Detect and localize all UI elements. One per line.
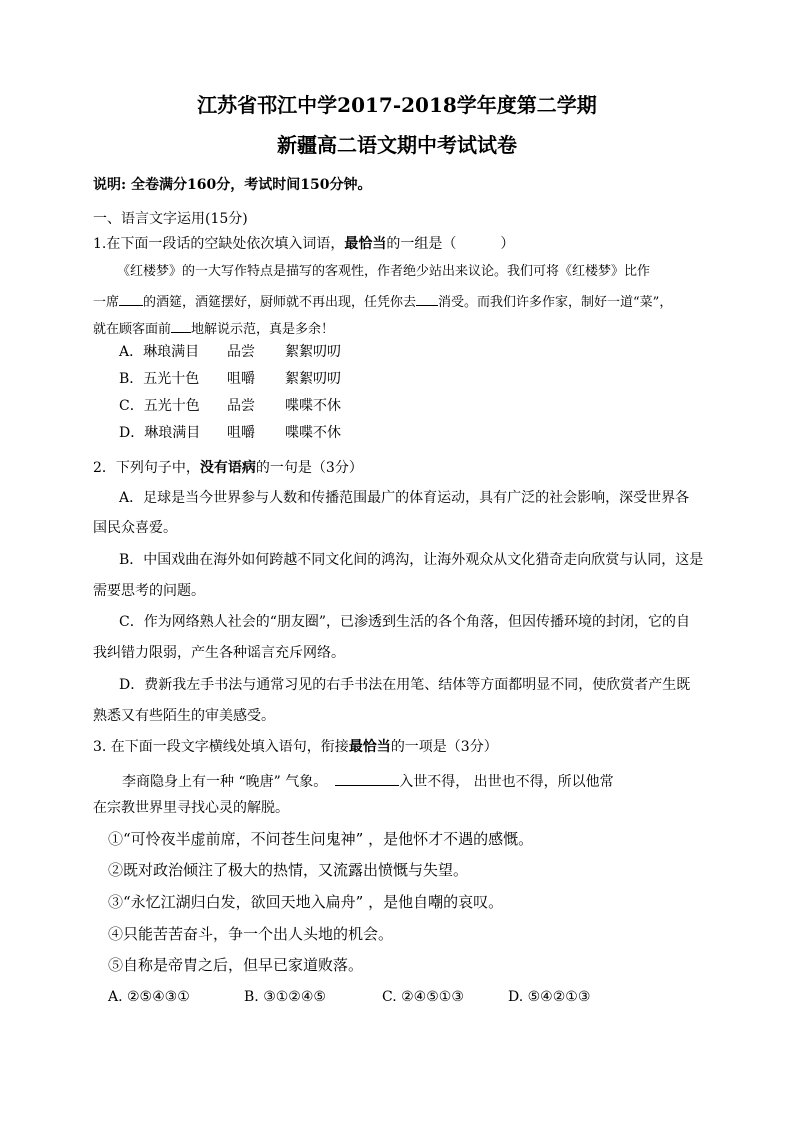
q2-option-d-line-2: 熟悉又有些陌生的审美感受。 <box>93 708 275 724</box>
option-word-2: 咀嚼 <box>227 425 255 441</box>
q1-option-d <box>119 426 341 440</box>
q1-prompt-pre: 1.在下面一段话的空缺处依次填入词语， <box>93 236 345 252</box>
option-label: D．琳琅满目 <box>119 425 201 441</box>
option-word-3: 絮絮叨叨 <box>285 371 341 387</box>
q2-prompt-pre: 2．下列句子中， <box>93 460 200 476</box>
q1-passage-line-1: 《红楼梦》的一大写作特点是描写的客观性，作者绝少站出来议论。我们可将《红楼梦》比作 <box>117 264 651 279</box>
option-word-2: 品尝 <box>227 398 255 414</box>
option-word-3: 喋喋不休 <box>285 425 341 441</box>
q3-choices <box>108 990 590 1004</box>
q2-option-c-line-2: 我纠错力限弱，产生各种谣言充斥网络。 <box>93 645 345 661</box>
q1-prompt-post: 的一组是（ <box>386 236 457 252</box>
q3-passage-1a: 李商隐身上有一种 “晚唐” 气象。 <box>122 774 328 790</box>
q3-item-5: ⑤自称是帝胄之后，但早已家道败落。 <box>108 956 364 974</box>
fill-blank <box>416 291 438 306</box>
title-line-2: 新疆高二语文期中考试试卷 <box>277 133 517 157</box>
q1-passage-line-3 <box>93 318 334 336</box>
section-heading: 一、语言文字运用(15分) <box>93 211 248 227</box>
q3-prompt-bold: 最恰当 <box>348 739 391 755</box>
option-label: B．五光十色 <box>119 371 200 387</box>
q2-prompt-bold: 没有语病 <box>199 460 256 476</box>
option-word-3: 喋喋不休 <box>285 398 341 414</box>
q2-option-d-line-1: D．费新我左手书法与通常习见的右手书法在用笔、结体等方面都明显不同，使欣赏者产生既 <box>119 677 691 693</box>
option-word-3: 絮絮叨叨 <box>285 344 341 360</box>
q2-option-b-line-2: 需要思考的问题。 <box>93 583 205 599</box>
q3-passage-line-2: 在宗教世界里寻找心灵的解脱。 <box>93 800 289 816</box>
q1-prompt-end: ） <box>500 236 515 252</box>
q1-option-c <box>119 399 341 413</box>
q2-prompt-post: 的一句是（3分） <box>255 460 363 476</box>
q3-choice-c: C. ②④⑤①③ <box>382 989 464 1005</box>
option-label: A．琳琅满目 <box>119 344 200 360</box>
q1-prompt <box>93 237 514 251</box>
option-word-2: 咀嚼 <box>227 371 255 387</box>
q3-item-2: ②既对政治倾注了极大的热情，又流露出愤慨与失望。 <box>108 861 469 879</box>
q3-prompt-post: 的一项是（3分） <box>390 739 498 755</box>
q3-passage-1b: 入世不得， 出世也不得，所以他常 <box>399 774 614 790</box>
q3-choice-d: D. ⑤④②①③ <box>508 989 591 1005</box>
q1-passage-2c: 消受。而我们许多作家，制好一道“菜”， <box>438 295 673 310</box>
q3-prompt <box>93 740 498 754</box>
title-line-1: 江苏省邗江中学2017-2018学年度第二学期 <box>197 93 597 117</box>
q1-option-b <box>119 372 341 386</box>
q1-passage-3a: 就在顾客面前 <box>93 322 172 337</box>
option-word-2: 品尝 <box>227 344 255 360</box>
fill-blank <box>335 771 399 786</box>
q2-option-b-line-1: B．中国戏曲在海外如何跨越不同文化间的鸿沟，让海外观众从文化猎奇走向欣赏与认同，这是 <box>119 552 704 568</box>
q3-item-3: ③“永忆江湖归白发，欲回天地入扁舟” ，是他自嘲的哀叹。 <box>108 893 504 911</box>
q2-option-a-line-1: A．足球是当今世界参与人数和传播范围最广的体育运动，具有广泛的社会影响，深受世界各 <box>119 490 690 506</box>
q1-passage-2b: 的酒筵，酒筵摆好，厨师就不再出现，任凭你去 <box>143 295 417 310</box>
q2-prompt <box>93 461 363 475</box>
fill-blank <box>171 318 191 333</box>
q1-passage-line-2 <box>93 291 672 309</box>
q1-prompt-bold: 最恰当 <box>344 236 387 252</box>
q1-passage-2a: 一席 <box>93 295 120 310</box>
option-label: C．五光十色 <box>119 398 200 414</box>
q3-choice-a: A. ②⑤④③① <box>108 989 190 1005</box>
q3-prompt-pre: 3. 在下面一段文字横线处填入语句，衔接 <box>93 739 349 755</box>
q2-option-a-line-2: 国民众喜爱。 <box>93 520 177 536</box>
q3-passage-line-1 <box>122 771 614 789</box>
q1-option-a <box>119 345 341 359</box>
q1-passage-3b: 地解说示范，真是多余！ <box>191 322 335 337</box>
exam-note: 说明: 全卷满分160分，考试时间150分钟。 <box>93 177 372 193</box>
q2-option-c-line-1: C．作为网络熟人社会的“朋友圈”，已渗透到生活的各个角落，但因传播环境的封闭，它的自 <box>119 614 691 630</box>
q3-item-1: ①“可怜夜半虚前席，不问苍生问鬼神” ，是他怀才不遇的感慨。 <box>108 830 534 848</box>
fill-blank <box>119 291 143 306</box>
q3-item-4: ④只能苦苦奋斗，争一个出人头地的机会。 <box>108 925 394 943</box>
q3-choice-b: B. ③①②④⑤ <box>244 989 326 1005</box>
